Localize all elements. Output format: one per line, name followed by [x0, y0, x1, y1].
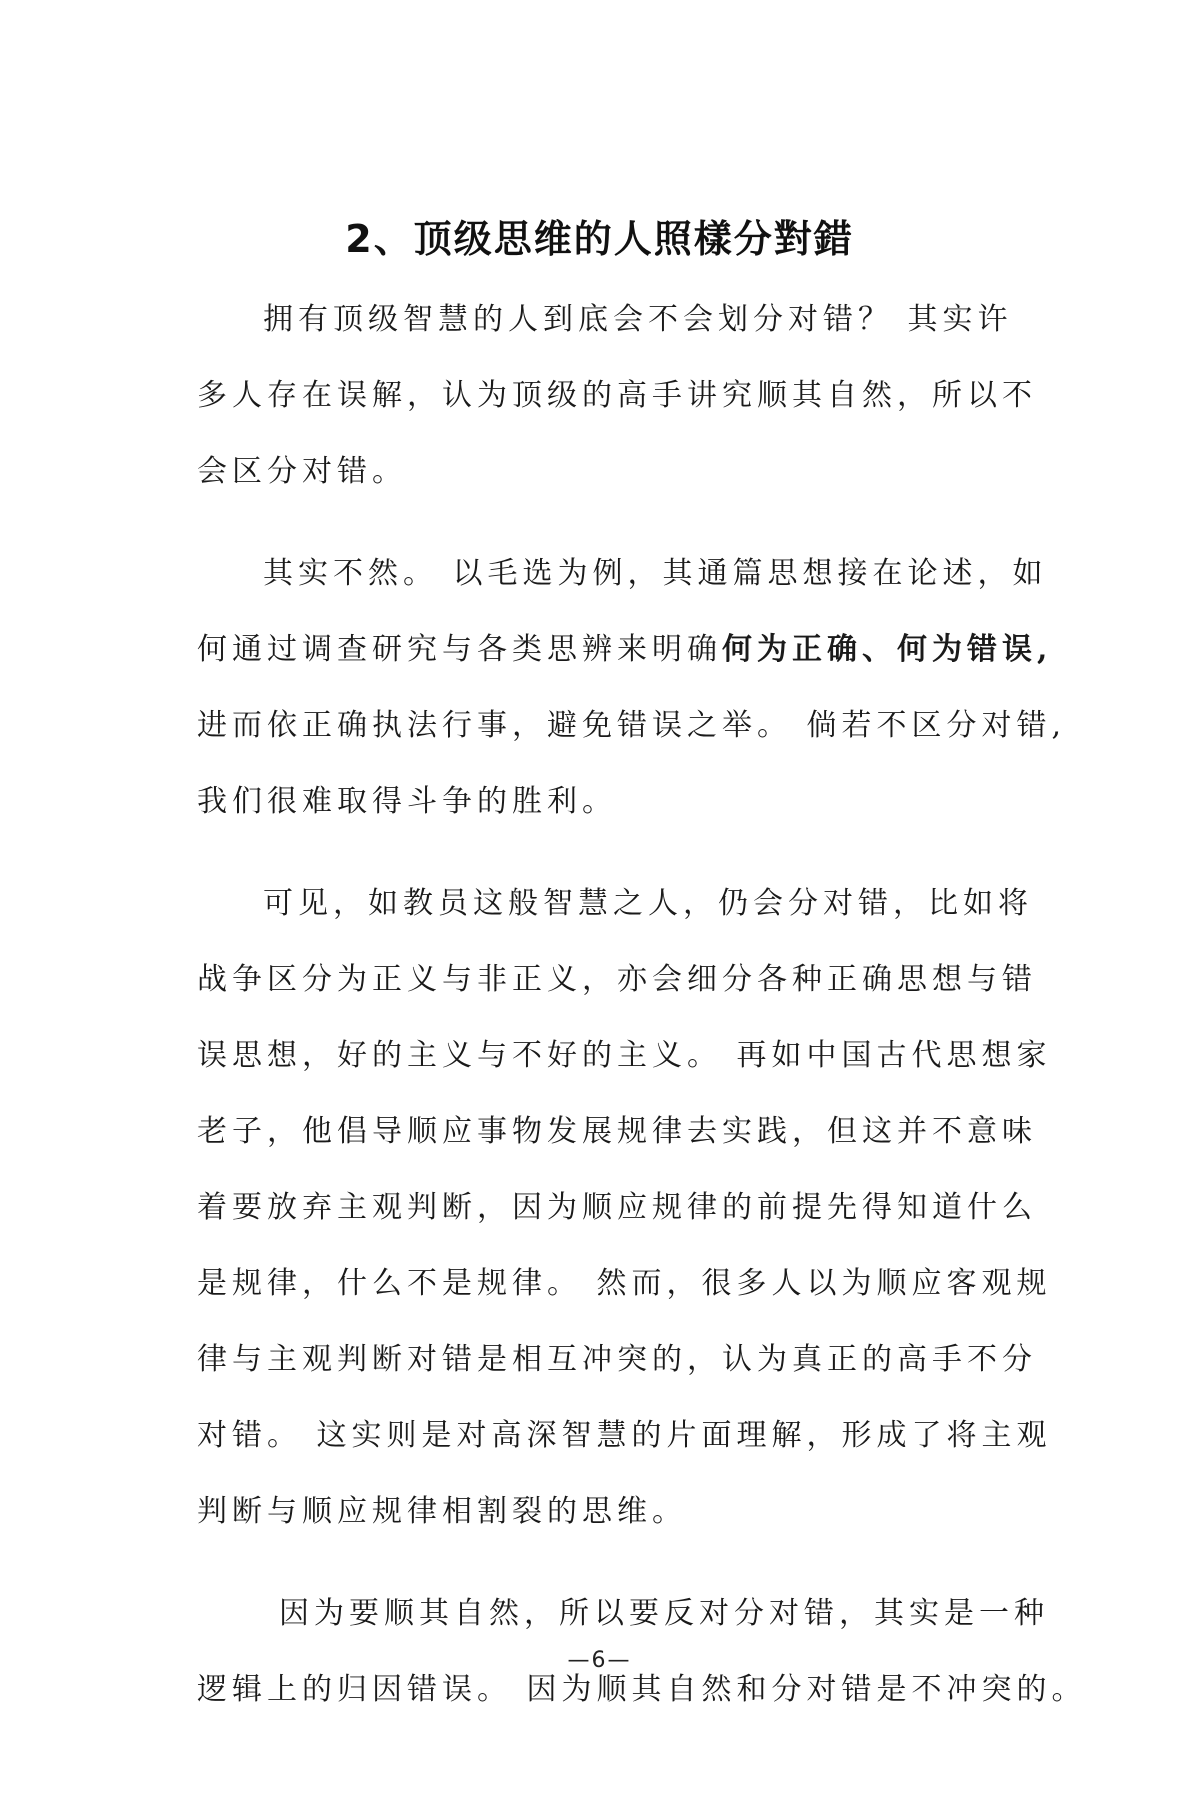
- text-line: 会区分对错。: [197, 454, 407, 489]
- text-line: [197, 612, 1053, 688]
- text-line: 战争区分为正义与非正义，亦会细分各种正确思想与错: [197, 962, 1037, 997]
- text-line: 其实不然。 以毛选为例，其通篇思想接在论述，如: [263, 556, 1048, 591]
- text-line: 判断与顺应规律相割裂的思维。: [197, 1494, 687, 1529]
- body-text: [197, 282, 1087, 1728]
- section-title: 2、顶级思维的人照樣分對錯: [345, 217, 854, 261]
- paragraph-3: [197, 866, 1052, 1550]
- text-line: 对错。 这实则是对高深智慧的片面理解，形成了将主观: [197, 1418, 1052, 1453]
- text-line: 误思想，好的主义与不好的主义。 再如中国古代思想家: [197, 1038, 1052, 1073]
- text-line: 因为要顺其自然，所以要反对分对错，其实是一种: [279, 1596, 1049, 1631]
- text-segment: 何通过调查研究与各类思辨来明确: [197, 632, 722, 667]
- text-line: 拥有顶级智慧的人到底会不会划分对错？ 其实许: [263, 302, 1013, 337]
- text-line: 逻辑上的归因错误。 因为顺其自然和分对错是不冲突的。: [197, 1672, 1087, 1707]
- paragraph-2: [197, 536, 1067, 840]
- paragraph-1: [197, 282, 1037, 510]
- text-line: 可见，如教员这般智慧之人，仍会分对错，比如将: [263, 886, 1033, 921]
- text-line: 我们很难取得斗争的胜利。: [197, 784, 617, 819]
- page-number: —6—: [567, 1648, 632, 1673]
- text-line: 律与主观判断对错是相互冲突的，认为真正的高手不分: [197, 1342, 1037, 1377]
- text-line: 着要放弃主观判断，因为顺应规律的前提先得知道什么: [197, 1190, 1037, 1225]
- bold-emphasis: 何为正确、何为错误,: [722, 632, 1053, 667]
- text-line: 老子，他倡导顺应事物发展规律去实践，但这并不意味: [197, 1114, 1037, 1149]
- text-line: 多人存在误解，认为顶级的高手讲究顺其自然，所以不: [197, 378, 1037, 413]
- text-line: 进而依正确执法行事，避免错误之举。 倘若不区分对错,: [197, 708, 1067, 743]
- text-line: 是规律，什么不是规律。 然而，很多人以为顺应客观规: [197, 1266, 1052, 1301]
